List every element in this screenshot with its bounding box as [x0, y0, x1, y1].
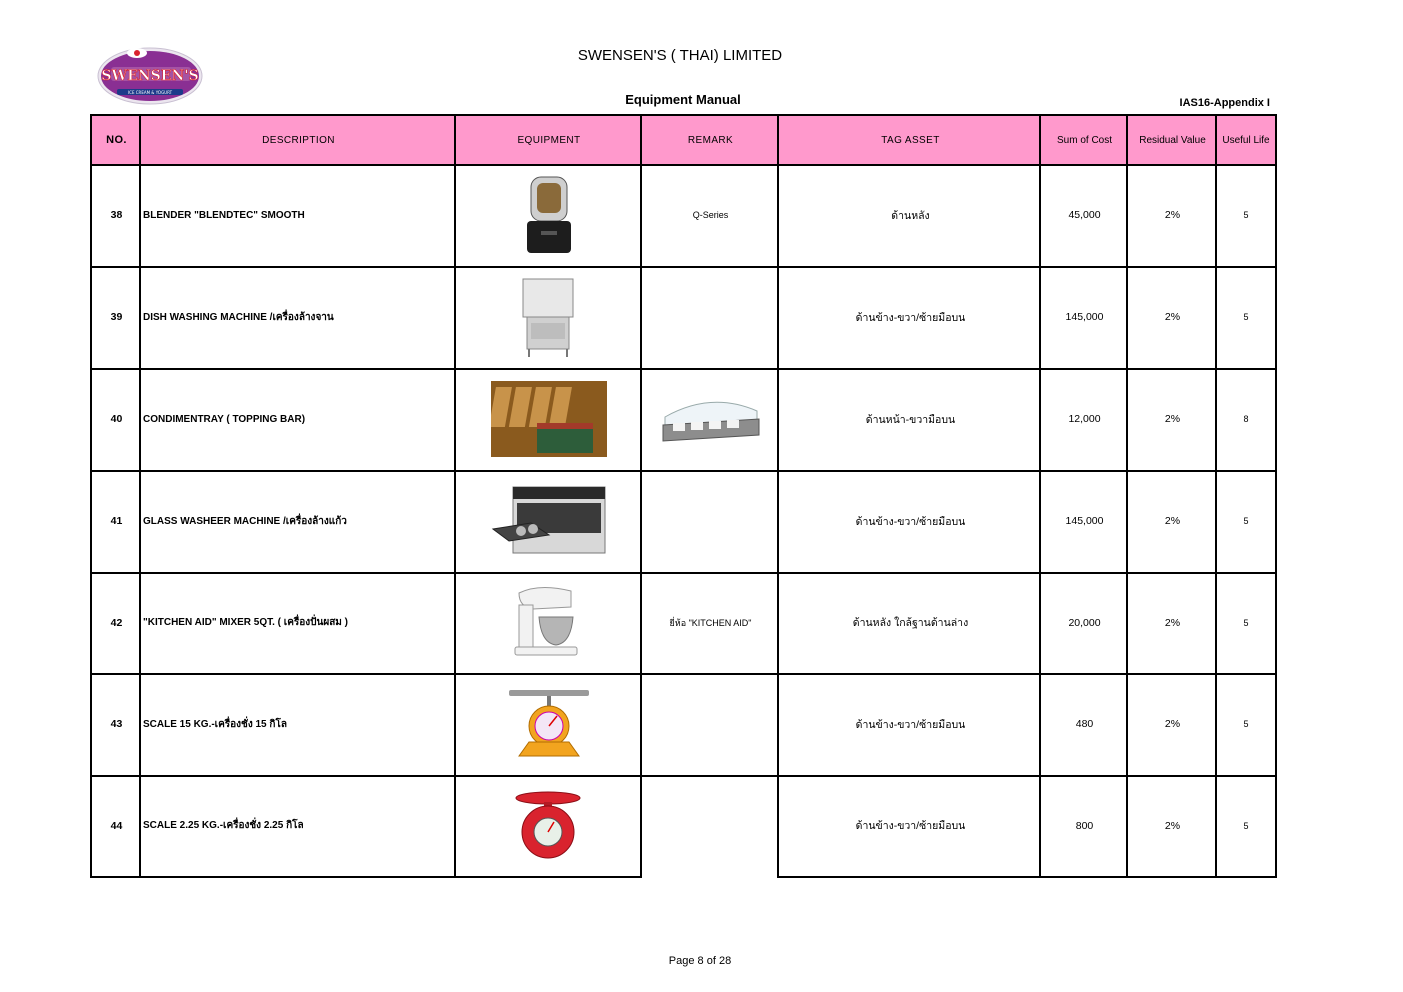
- row-life: 5: [1215, 470, 1277, 574]
- yellow-scale-icon: [507, 686, 591, 762]
- row-equipment: [454, 673, 642, 777]
- row-cost: 12,000: [1039, 368, 1128, 472]
- row-life: 5: [1215, 673, 1277, 777]
- row-residual: 2%: [1126, 470, 1217, 574]
- row-description: CONDIMENTRAY ( TOPPING BAR): [139, 368, 456, 472]
- row-no: 42: [90, 572, 141, 675]
- row-residual: 2%: [1126, 775, 1217, 878]
- row-life: 8: [1215, 368, 1277, 472]
- company-name: SWENSEN'S ( THAI) LIMITED: [577, 47, 783, 64]
- row-tag-asset: ด้านข้าง-ขวา/ซ้ายมือบน: [777, 775, 1042, 878]
- row-description: GLASS WASHEER MACHINE /เครื่องล้างแก้ว: [139, 470, 456, 574]
- row-residual: 2%: [1126, 368, 1217, 472]
- row-no: 41: [90, 470, 141, 574]
- row-equipment: [454, 164, 642, 268]
- row-residual: 2%: [1126, 266, 1217, 370]
- row-equipment: [454, 368, 642, 472]
- row-cost: 45,000: [1039, 164, 1128, 268]
- row-tag-asset: ด้านข้าง-ขวา/ซ้ายมือบน: [777, 470, 1042, 574]
- row-life: 5: [1215, 164, 1277, 268]
- row-description: "KITCHEN AID" MIXER 5QT. ( เครื่องปั่นผสม ): [139, 572, 456, 675]
- svg-text:SWENSEN'S: SWENSEN'S: [101, 68, 199, 84]
- row-description: SCALE 15 KG.-เครื่องชั่ง 15 กิโล: [139, 673, 456, 777]
- condiment-tray-icon: [491, 381, 607, 457]
- row-remark: [640, 673, 779, 777]
- condiment-tray-lid-icon: [659, 391, 763, 447]
- col-header-no: NO.: [90, 114, 141, 166]
- row-remark: [640, 470, 779, 574]
- row-description: DISH WASHING MACHINE /เครื่องล้างจาน: [139, 266, 456, 370]
- col-header-useful-life: Useful Life: [1215, 114, 1277, 166]
- row-life: 5: [1215, 266, 1277, 370]
- row-cost: 145,000: [1039, 266, 1128, 370]
- row-tag-asset: ด้านข้าง-ขวา/ซ้ายมือบน: [777, 266, 1042, 370]
- row-remark: ยี่ห้อ "KITCHEN AID": [640, 572, 779, 675]
- row-tag-asset: ด้านหลัง ใกล้ฐานด้านล่าง: [777, 572, 1042, 675]
- glass-washer-icon: [491, 485, 607, 557]
- row-no: 43: [90, 673, 141, 777]
- row-no: 44: [90, 775, 141, 878]
- red-scale-icon: [510, 790, 586, 862]
- row-description: BLENDER "BLENDTEC" SMOOTH: [139, 164, 456, 268]
- row-equipment: [454, 470, 642, 574]
- row-no: 38: [90, 164, 141, 268]
- row-life: 5: [1215, 572, 1277, 675]
- row-no: 40: [90, 368, 141, 472]
- row-equipment: [454, 572, 642, 675]
- col-header-equipment: EQUIPMENT: [454, 114, 642, 166]
- row-residual: 2%: [1126, 164, 1217, 268]
- svg-text:ICE CREAM & YOGURT: ICE CREAM & YOGURT: [127, 90, 173, 95]
- document-title: Equipment Manual: [625, 92, 741, 107]
- row-cost: 480: [1039, 673, 1128, 777]
- row-tag-asset: ด้านหน้า-ขวามือบน: [777, 368, 1042, 472]
- row-life: 5: [1215, 775, 1277, 878]
- col-header-sum-cost: Sum of Cost: [1039, 114, 1128, 166]
- dishwasher-icon: [519, 275, 579, 359]
- appendix-label: IAS16-Appendix I: [1179, 97, 1270, 109]
- row-residual: 2%: [1126, 673, 1217, 777]
- row-tag-asset: ด้านหลัง: [777, 164, 1042, 268]
- col-header-description: DESCRIPTION: [139, 114, 456, 166]
- row-cost: 145,000: [1039, 470, 1128, 574]
- row-remark: [640, 368, 779, 472]
- stand-mixer-icon: [509, 583, 589, 663]
- row-no: 39: [90, 266, 141, 370]
- blender-icon: [519, 175, 579, 255]
- row-cost: 800: [1039, 775, 1128, 878]
- col-header-residual: Residual Value: [1126, 114, 1217, 166]
- row-equipment: [454, 775, 642, 878]
- col-header-tag-asset: TAG ASSET: [777, 114, 1042, 166]
- row-cost: 20,000: [1039, 572, 1128, 675]
- col-header-remark: REMARK: [640, 114, 779, 166]
- row-remark: [640, 266, 779, 370]
- row-description: SCALE 2.25 KG.-เครื่องชั่ง 2.25 กิโล: [139, 775, 456, 878]
- row-residual: 2%: [1126, 572, 1217, 675]
- row-equipment: [454, 266, 642, 370]
- swensens-logo: [97, 45, 203, 105]
- row-remark: Q-Series: [640, 164, 779, 268]
- row-tag-asset: ด้านข้าง-ขวา/ซ้ายมือบน: [777, 673, 1042, 777]
- page-number: Page 8 of 28: [668, 955, 732, 967]
